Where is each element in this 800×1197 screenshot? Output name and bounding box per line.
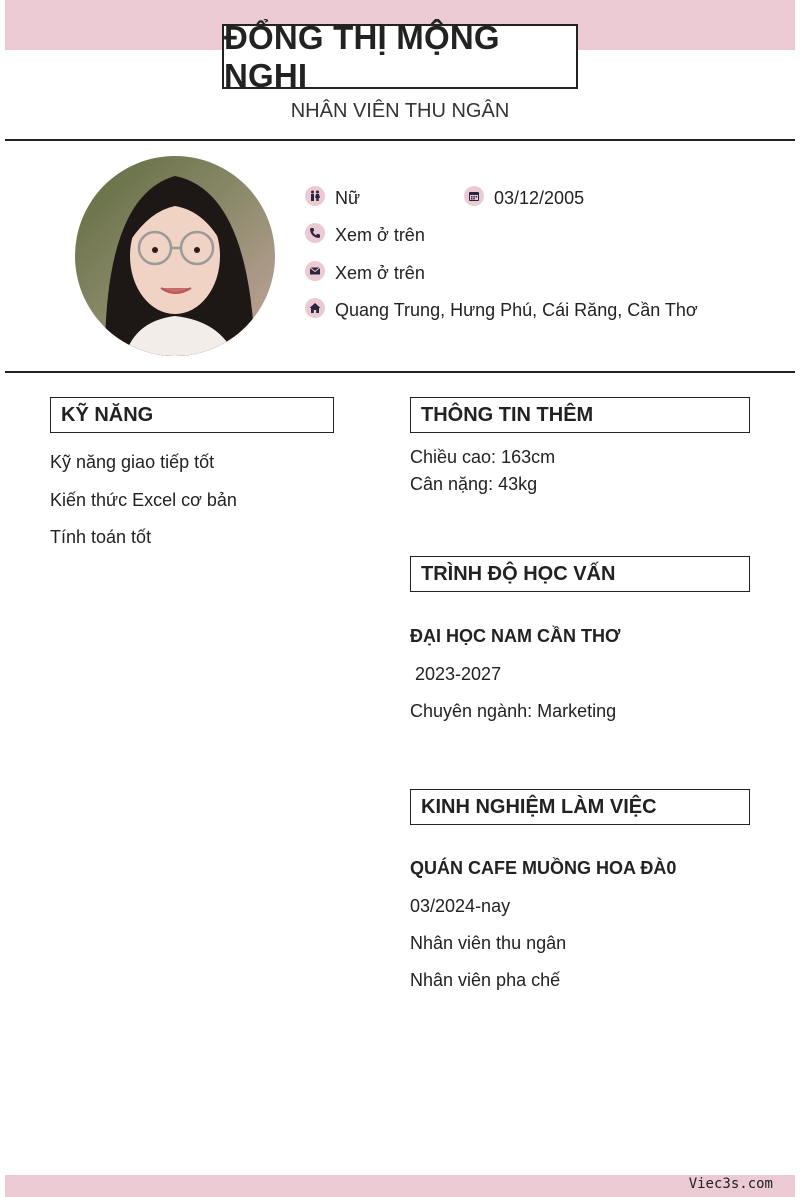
extra-info-section-header	[410, 397, 750, 433]
education-years: 2023-2027	[410, 664, 502, 684]
skill-item: Kiến thức Excel cơ bản	[50, 490, 237, 510]
footer-brand: Viec3s.com	[688, 1176, 773, 1192]
experience-role: Nhân viên thu ngân	[410, 933, 567, 953]
extra-info-heading: THÔNG TIN THÊM	[421, 403, 594, 426]
divider-top	[5, 139, 795, 141]
calendar-icon	[464, 186, 484, 206]
gender-icon	[305, 186, 325, 206]
education-heading: TRÌNH ĐỘ HỌC VẤN	[421, 562, 616, 585]
school-name: ĐẠI HỌC NAM CẦN THƠ	[410, 626, 621, 646]
education-major: Chuyên ngành: Marketing	[410, 701, 617, 721]
skill-item: Tính toán tốt	[50, 527, 152, 547]
address-value: Quang Trung, Hưng Phú, Cái Răng, Cần Thơ	[335, 300, 698, 320]
email-value: Xem ở trên	[335, 263, 425, 283]
experience-section-header	[410, 789, 750, 825]
phone-icon	[305, 223, 325, 243]
candidate-name: ĐỔNG THỊ MỘNG NGHI	[224, 18, 500, 94]
email-icon	[305, 261, 325, 281]
gender-value: Nữ	[335, 188, 361, 208]
height-line: Chiều cao: 163cm	[410, 447, 556, 467]
company-name: QUÁN CAFE MUỒNG HOA ĐÀ0	[410, 858, 677, 878]
experience-role: Nhân viên pha chế	[410, 970, 561, 990]
birthday-value: 03/12/2005	[494, 188, 585, 208]
profile-photo	[75, 156, 275, 356]
phone-value: Xem ở trên	[335, 225, 425, 245]
skills-heading: KỸ NĂNG	[61, 403, 154, 426]
skills-section-header	[50, 397, 334, 433]
job-title: NHÂN VIÊN THU NGÂN	[290, 100, 510, 122]
skill-item: Kỹ năng giao tiếp tốt	[50, 452, 215, 472]
experience-heading: KINH NGHIỆM LÀM VIỆC	[421, 795, 657, 818]
education-section-header	[410, 556, 750, 592]
bottom-accent-band	[5, 1175, 795, 1197]
experience-period: 03/2024-nay	[410, 896, 511, 916]
weight-line: Cân nặng: 43kg	[410, 474, 538, 494]
divider-middle	[5, 371, 795, 373]
home-icon	[305, 298, 325, 318]
name-box	[222, 18, 578, 94]
